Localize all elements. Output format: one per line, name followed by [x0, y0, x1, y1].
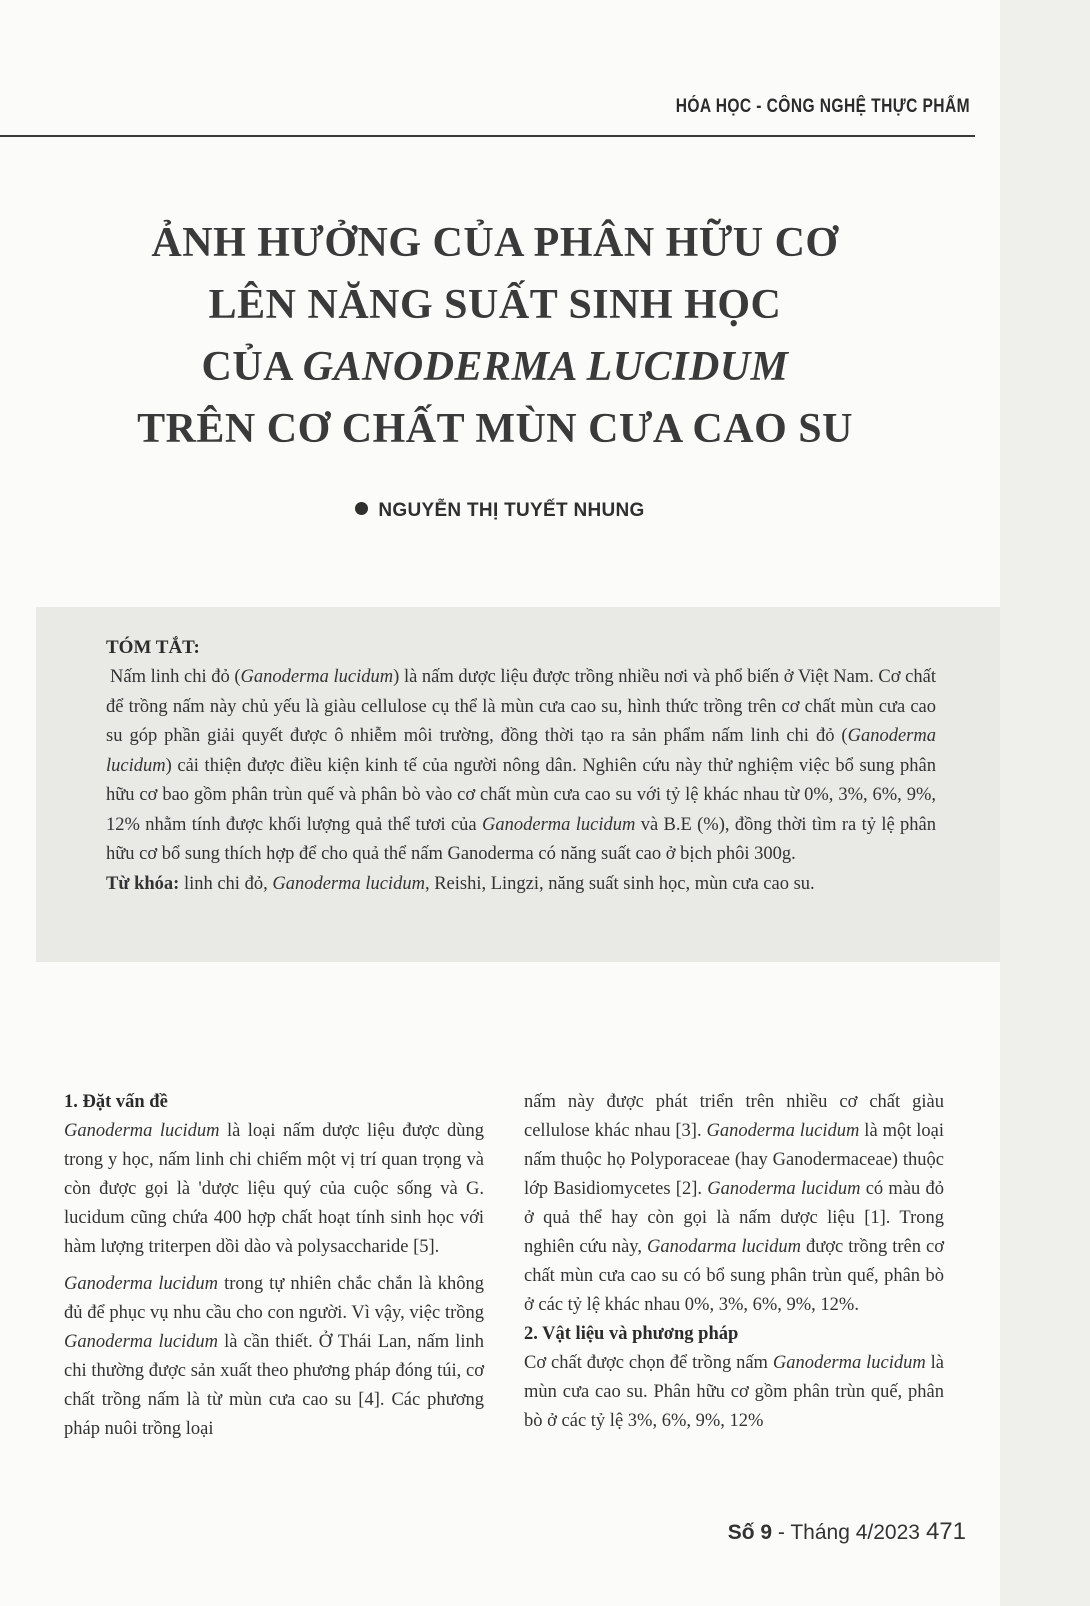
keywords-text: , Reishi, Lingzi, năng suất sinh học, mùn cưa cao su. [424, 873, 815, 894]
abstract-box [36, 607, 1000, 962]
page-margin [1000, 0, 1090, 1606]
section-heading-2: 2. Vật liệu và phương pháp [524, 1324, 739, 1344]
issue-number: Số 9 [727, 1521, 773, 1544]
keywords-text: linh chi đỏ, [179, 873, 273, 894]
page-footer [728, 1518, 966, 1546]
paragraph [524, 1349, 944, 1436]
section-heading-1: 1. Đặt vấn đề [64, 1092, 168, 1112]
abstract-text [106, 663, 936, 870]
title-species: GANODERMA LUCIDUM [302, 344, 789, 390]
author-name: NGUYỄN THỊ TUYẾT NHUNG [378, 500, 645, 521]
species-name: Ganoderma lucidum [64, 1121, 220, 1141]
abstract-content [106, 637, 936, 899]
title-line-2: LÊN NĂNG SUẤT SINH HỌC [208, 282, 782, 328]
species-name: Ganoderma lucidum [272, 873, 425, 894]
paragraph-text: nấm này được phát triển trên nhiều cơ chất giàu cellulose khác nhau [3]. [524, 1092, 944, 1141]
paragraph-text: là cần thiết. Ở Thái Lan, nấm linh chi thường được sản xuất theo phương pháp đóng túi, cơ chất trồng nấm là từ mùn cưa cao su [4]. Các phương pháp nuôi trồng loại [64, 1332, 484, 1439]
issue-date: - Tháng 4/2023 [772, 1521, 920, 1544]
species-name: Ganodarma lucidum [646, 1237, 801, 1257]
title-line-4: TRÊN CƠ CHẤT MÙN CƯA CAO SU [137, 406, 853, 452]
paragraph-text: là loại nấm dược liệu được dùng trong y học, nấm linh chi chiếm một vị trí quan trọng và còn được gọi là 'dược liệu quý của cuộc sống và G. lucidum cũng chứa 400 hợp chất hoạt tính sinh học với hàm lượng triterpen dồi dào và polysaccharide [5]. [64, 1121, 485, 1257]
species-name: Ganoderma lucidum [707, 1179, 861, 1199]
species-name: Ganoderma lucidum [64, 1274, 219, 1294]
paragraph [64, 1117, 484, 1262]
paragraph [524, 1088, 944, 1320]
species-name: Ganoderma lucidum [482, 814, 636, 835]
body-column-left [64, 1088, 484, 1444]
paragraph-text: là mùn cưa cao su. Phân hữu cơ gồm phân trùn quế, phân bò ở các tỷ lệ 3%, 6%, 9%, 12% [524, 1353, 945, 1431]
article-title [100, 212, 890, 460]
abstract-text-part: Nấm linh chi đỏ ( [110, 667, 241, 687]
species-name: Ganoderma lucidum [106, 726, 936, 776]
species-name: Ganoderma lucidum [772, 1353, 926, 1373]
abstract-heading: TÓM TẮT: [106, 637, 200, 658]
species-name: Ganoderma lucidum [64, 1332, 219, 1352]
paragraph-text: được trồng trên cơ chất mùn cưa cao su có bổ sung phân trùn quế, phân bò ở các tỷ lệ khác nhau 0%, 3%, 6%, 9%, 12%. [524, 1237, 944, 1315]
author-line [0, 500, 1000, 522]
body-column-right [524, 1088, 944, 1436]
page-number: 471 [925, 1518, 966, 1545]
section-header: HÓA HỌC - CÔNG NGHỆ THỰC PHẨM [675, 96, 970, 117]
abstract-text-part: và B.E (%), đồng thời tìm ra tỷ lệ phân hữu cơ bổ sung thích hợp để cho quả thể nấm Ganoderma có năng suất cao ở bịch phôi 300g. [106, 814, 937, 864]
title-line-3 [100, 336, 890, 398]
abstract-text-part: ) cải thiện được điều kiện kinh tế của người nông dân. Nghiên cứu này thử nghiệm việc bổ sung phân hữu cơ bao gồm phân trùn quế và phân bò vào cơ chất mùn cưa cao su với tỷ lệ khác nhau từ 0%, 3%, 6%, 9%, 12% nhằm tính được khối lượng quả thể tươi của [106, 755, 936, 835]
paragraph-text: Cơ chất được chọn để trồng nấm [524, 1353, 773, 1373]
keywords [106, 870, 936, 900]
paragraph [64, 1270, 484, 1444]
paragraph-text: trong tự nhiên chắc chắn là không đủ để phục vụ nhu cầu cho con người. Vì vậy, việc trồng [64, 1274, 485, 1323]
paragraph-text: là một loại nấm thuộc họ Polyporaceae (hay Ganodermaceae) thuộc lớp Basidiomycetes [2]. [524, 1121, 944, 1199]
paragraph-text: có màu đỏ ở quả thể hay còn gọi là nấm dược liệu [1]. Trong nghiên cứu này, [524, 1179, 945, 1257]
bullet-icon [355, 502, 368, 515]
species-name: Ganoderma lucidum [240, 667, 394, 687]
title-line-1: ẢNH HƯỞNG CỦA PHÂN HỮU CƠ [151, 220, 839, 266]
header-rule [0, 135, 975, 137]
keywords-label: Từ khóa: [106, 873, 180, 894]
title-line-3-prefix: CỦA [201, 344, 303, 390]
abstract-text-part: ) là nấm dược liệu được trồng nhiều nơi và phổ biến ở Việt Nam. Cơ chất để trồng nấm này chủ yếu là giàu cellulose cụ thể là mùn cưa cao su, hình thức trồng trên cơ chất mùn cưa cao su góp phần giải quyết được ô nhiễm môi trường, đồng thời tạo ra sản phẩm nấm linh chi đỏ ( [106, 667, 936, 746]
species-name: Ganoderma lucidum [706, 1121, 860, 1141]
